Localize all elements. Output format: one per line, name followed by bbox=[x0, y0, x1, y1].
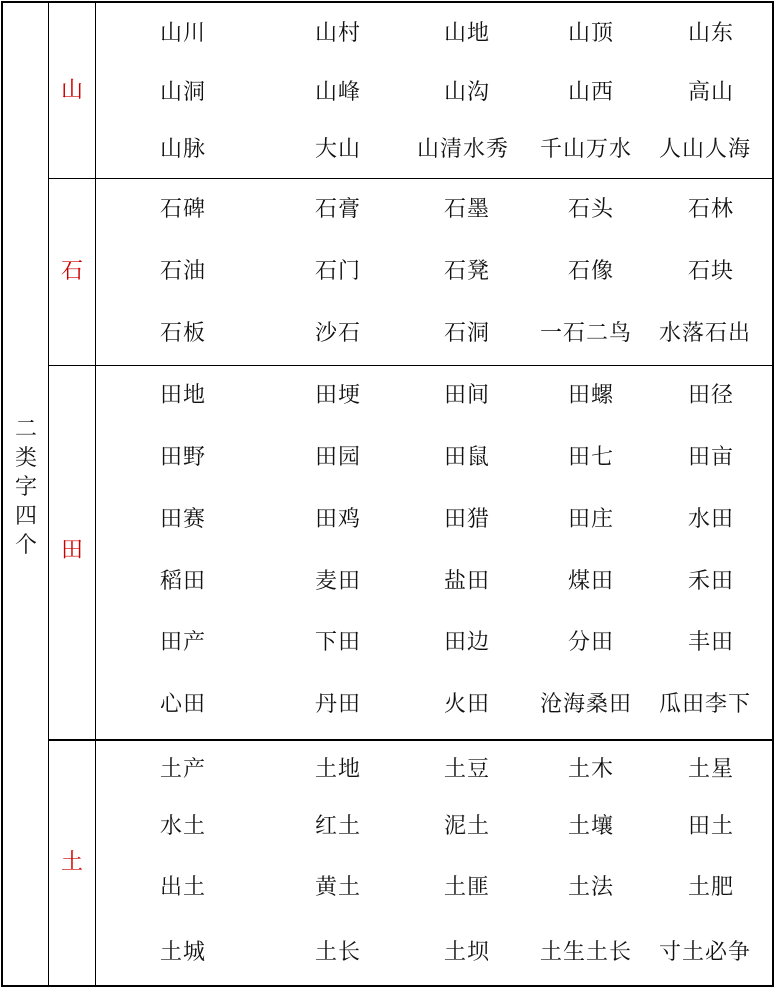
word-cell: 一石二鸟 bbox=[540, 321, 633, 346]
word-cell: 田径 bbox=[688, 383, 735, 408]
category-label bbox=[11, 415, 41, 560]
word-cell: 石板 bbox=[160, 321, 207, 346]
word-cell: 沧海桑田 bbox=[540, 692, 633, 717]
word-cell: 出土 bbox=[160, 875, 207, 900]
word-cell: 山沟 bbox=[444, 80, 491, 105]
word-cell: 瓜田李下 bbox=[659, 692, 752, 717]
word-cell: 田庄 bbox=[568, 507, 615, 532]
section-label-tu: 土 bbox=[61, 850, 84, 875]
category-char: 类 bbox=[14, 446, 37, 471]
word-cell: 红土 bbox=[315, 814, 362, 839]
word-cell: 石凳 bbox=[444, 259, 491, 284]
word-cell: 山洞 bbox=[160, 80, 207, 105]
word-cell: 麦田 bbox=[315, 569, 362, 594]
word-cell: 土长 bbox=[315, 940, 362, 965]
word-cell: 田边 bbox=[444, 630, 491, 655]
word-cell: 千山万水 bbox=[540, 137, 633, 162]
word-cell: 水落石出 bbox=[659, 321, 752, 346]
word-cell: 田间 bbox=[444, 383, 491, 408]
word-cell: 水土 bbox=[160, 814, 207, 839]
category-char: 个 bbox=[14, 533, 37, 558]
word-cell: 田鸡 bbox=[315, 507, 362, 532]
word-cell: 丰田 bbox=[688, 630, 735, 655]
word-cell: 山峰 bbox=[315, 80, 362, 105]
word-cell: 火田 bbox=[444, 692, 491, 717]
word-cell: 人山人海 bbox=[659, 137, 752, 162]
word-cell: 稻田 bbox=[160, 569, 207, 594]
word-cell: 土产 bbox=[160, 757, 207, 782]
word-cell: 土匪 bbox=[444, 875, 491, 900]
word-cell: 石碑 bbox=[160, 197, 207, 222]
word-cell: 寸土必争 bbox=[659, 940, 752, 965]
word-cell: 土星 bbox=[688, 757, 735, 782]
word-cell: 土城 bbox=[160, 940, 207, 965]
word-cell: 下田 bbox=[315, 630, 362, 655]
table-border-top bbox=[1, 1, 774, 3]
section-label-tian: 田 bbox=[61, 538, 84, 563]
section-label-shi: 石 bbox=[61, 259, 84, 284]
word-cell: 山地 bbox=[444, 21, 491, 46]
word-cell: 田土 bbox=[688, 814, 735, 839]
word-cell: 山西 bbox=[568, 80, 615, 105]
section-divider-3 bbox=[48, 739, 774, 741]
word-cell: 禾田 bbox=[688, 569, 735, 594]
word-cell: 田产 bbox=[160, 630, 207, 655]
word-cell: 田猎 bbox=[444, 507, 491, 532]
word-cell: 盐田 bbox=[444, 569, 491, 594]
word-cell: 沙石 bbox=[315, 321, 362, 346]
word-cell: 山村 bbox=[315, 21, 362, 46]
word-cell: 大山 bbox=[315, 137, 362, 162]
section-label-shan: 山 bbox=[61, 78, 84, 103]
word-cell: 石像 bbox=[568, 259, 615, 284]
word-cell: 石块 bbox=[688, 259, 735, 284]
table-border-right bbox=[772, 1, 774, 987]
word-cell: 泥土 bbox=[444, 814, 491, 839]
word-cell: 土肥 bbox=[688, 875, 735, 900]
word-cell: 煤田 bbox=[568, 569, 615, 594]
word-cell: 田野 bbox=[160, 445, 207, 470]
word-cell: 土豆 bbox=[444, 757, 491, 782]
table-border-bottom bbox=[1, 985, 774, 987]
word-cell: 黄土 bbox=[315, 875, 362, 900]
word-cell: 石油 bbox=[160, 259, 207, 284]
word-cell: 石林 bbox=[688, 197, 735, 222]
word-cell: 土生土长 bbox=[540, 940, 633, 965]
word-cell: 丹田 bbox=[315, 692, 362, 717]
word-cell: 山脉 bbox=[160, 137, 207, 162]
word-cell: 山清水秀 bbox=[417, 137, 510, 162]
category-char: 字 bbox=[14, 475, 37, 500]
word-cell: 田赛 bbox=[160, 507, 207, 532]
word-cell: 田地 bbox=[160, 383, 207, 408]
category-char: 二 bbox=[14, 417, 37, 442]
word-cell: 田园 bbox=[315, 445, 362, 470]
word-cell: 石膏 bbox=[315, 197, 362, 222]
word-cell: 田亩 bbox=[688, 445, 735, 470]
word-cell: 分田 bbox=[568, 630, 615, 655]
word-cell: 土坝 bbox=[444, 940, 491, 965]
word-cell: 田七 bbox=[568, 445, 615, 470]
word-cell: 石门 bbox=[315, 259, 362, 284]
section-divider-2 bbox=[48, 365, 774, 366]
section-divider-1 bbox=[48, 178, 774, 179]
word-cell: 土壤 bbox=[568, 814, 615, 839]
word-cell: 石头 bbox=[568, 197, 615, 222]
word-cell: 田鼠 bbox=[444, 445, 491, 470]
word-cell: 田螺 bbox=[568, 383, 615, 408]
column-divider-1 bbox=[48, 1, 49, 987]
word-cell: 山顶 bbox=[568, 21, 615, 46]
word-cell: 山东 bbox=[688, 21, 735, 46]
column-divider-2 bbox=[95, 1, 96, 987]
table-border-left bbox=[1, 1, 3, 987]
word-cell: 田埂 bbox=[315, 383, 362, 408]
word-cell: 心田 bbox=[160, 692, 207, 717]
word-cell: 石洞 bbox=[444, 321, 491, 346]
word-cell: 土木 bbox=[568, 757, 615, 782]
word-cell: 高山 bbox=[688, 80, 735, 105]
word-cell: 水田 bbox=[688, 507, 735, 532]
word-cell: 土地 bbox=[315, 757, 362, 782]
word-cell: 山川 bbox=[160, 21, 207, 46]
word-cell: 土法 bbox=[568, 875, 615, 900]
word-cell: 石墨 bbox=[444, 197, 491, 222]
category-char: 四 bbox=[14, 504, 37, 529]
